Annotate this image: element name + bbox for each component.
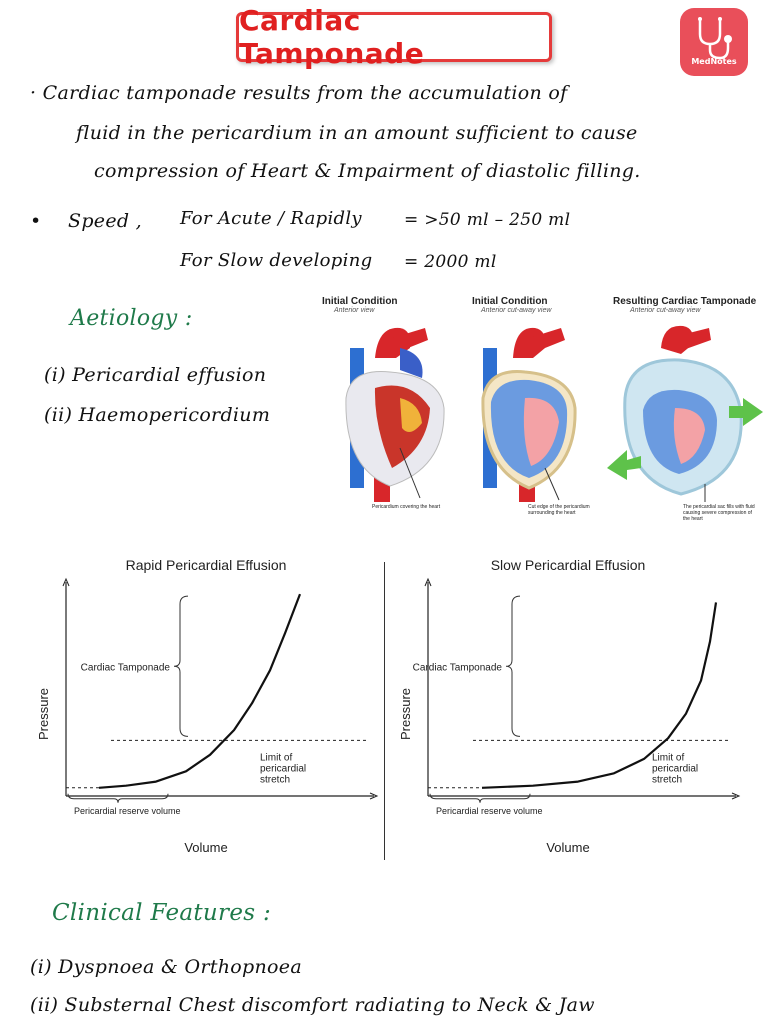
heart-cutaway-icon	[475, 318, 585, 508]
heart-anterior-icon	[330, 318, 460, 508]
limit-label-line: pericardial	[260, 763, 307, 775]
speed-slow-value: = 2000 ml	[404, 252, 497, 272]
panel-1-caption: Pericardium covering the heart	[372, 504, 441, 510]
limit-label-line: Limit of	[652, 752, 685, 764]
y-axis-label: Pressure	[36, 687, 51, 741]
reserve-brace	[430, 794, 530, 803]
logo-label: MedNotes	[691, 57, 737, 66]
tamponade-label: Cardiac Tamponade	[80, 662, 170, 674]
clinical-item-2: (ii) Substernal Chest discomfort radiating to Neck & Jaw	[30, 994, 595, 1016]
panel-3-title: Resulting Cardiac Tamponade	[613, 296, 757, 307]
x-axis-label: Volume	[546, 840, 590, 855]
panel-1-subtitle: Anterior view	[334, 307, 375, 314]
panel-2-caption: Cut edge of the pericardium surrounding the heart	[528, 504, 590, 516]
tamponade-brace	[506, 596, 520, 736]
aetiology-item-2: (ii) Haemopericordium	[44, 404, 271, 426]
speed-slow-prefix: For Slow developing	[180, 250, 373, 271]
chart-svg-1	[392, 556, 762, 856]
panel-2-title: Initial Condition	[472, 296, 548, 307]
aetiology-item-1: (i) Pericardial effusion	[44, 364, 267, 386]
reserve-label: Pericardial reserve volume	[436, 806, 543, 816]
reserve-label: Pericardial reserve volume	[74, 806, 181, 816]
page-title: Cardiac Tamponade	[239, 4, 425, 70]
clinical-heading: Clinical Features :	[52, 900, 271, 926]
tamponade-brace	[174, 596, 188, 736]
title-banner	[236, 4, 552, 70]
x-axis-label: Volume	[184, 840, 228, 855]
panel-2-subtitle: Anterior cut-away view	[481, 307, 552, 314]
chart-divider	[384, 562, 385, 860]
mednotes-logo	[680, 8, 748, 76]
speed-acute-value: = >50 ml – 250 ml	[404, 210, 571, 230]
aetiology-heading: Aetiology :	[70, 306, 193, 331]
chart-svg-0	[30, 556, 400, 856]
intro-line-1: · Cardiac tamponade results from the accumulation of	[30, 82, 568, 104]
panel-1-title: Initial Condition	[322, 296, 398, 307]
speed-bullet: •	[30, 210, 42, 232]
heart-tamponade-icon	[605, 318, 765, 508]
limit-label-line: pericardial	[652, 763, 699, 775]
chart-title: Rapid Pericardial Effusion	[125, 557, 287, 573]
chart-title: Slow Pericardial Effusion	[490, 557, 646, 573]
speed-acute-prefix: For Acute / Rapidly	[180, 208, 362, 229]
y-axis-label: Pressure	[398, 687, 413, 741]
intro-line-3: compression of Heart & Impairment of diastolic filling.	[94, 160, 641, 182]
limit-label-line: stretch	[652, 774, 683, 786]
panel-3-caption: The pericardial sac fills with fluid causing severe compression of the heart	[683, 504, 755, 522]
reserve-brace	[68, 794, 168, 803]
limit-label-line: Limit of	[260, 752, 293, 764]
tamponade-label: Cardiac Tamponade	[412, 662, 502, 674]
clinical-item-1: (i) Dyspnoea & Orthopnoea	[30, 956, 302, 978]
limit-label-line: stretch	[260, 774, 291, 786]
intro-line-2: fluid in the pericardium in an amount sufficient to cause	[76, 122, 638, 144]
stethoscope-icon	[680, 12, 748, 62]
speed-label: Speed ,	[68, 210, 143, 232]
panel-3-subtitle: Anterior cut-away view	[630, 307, 701, 314]
